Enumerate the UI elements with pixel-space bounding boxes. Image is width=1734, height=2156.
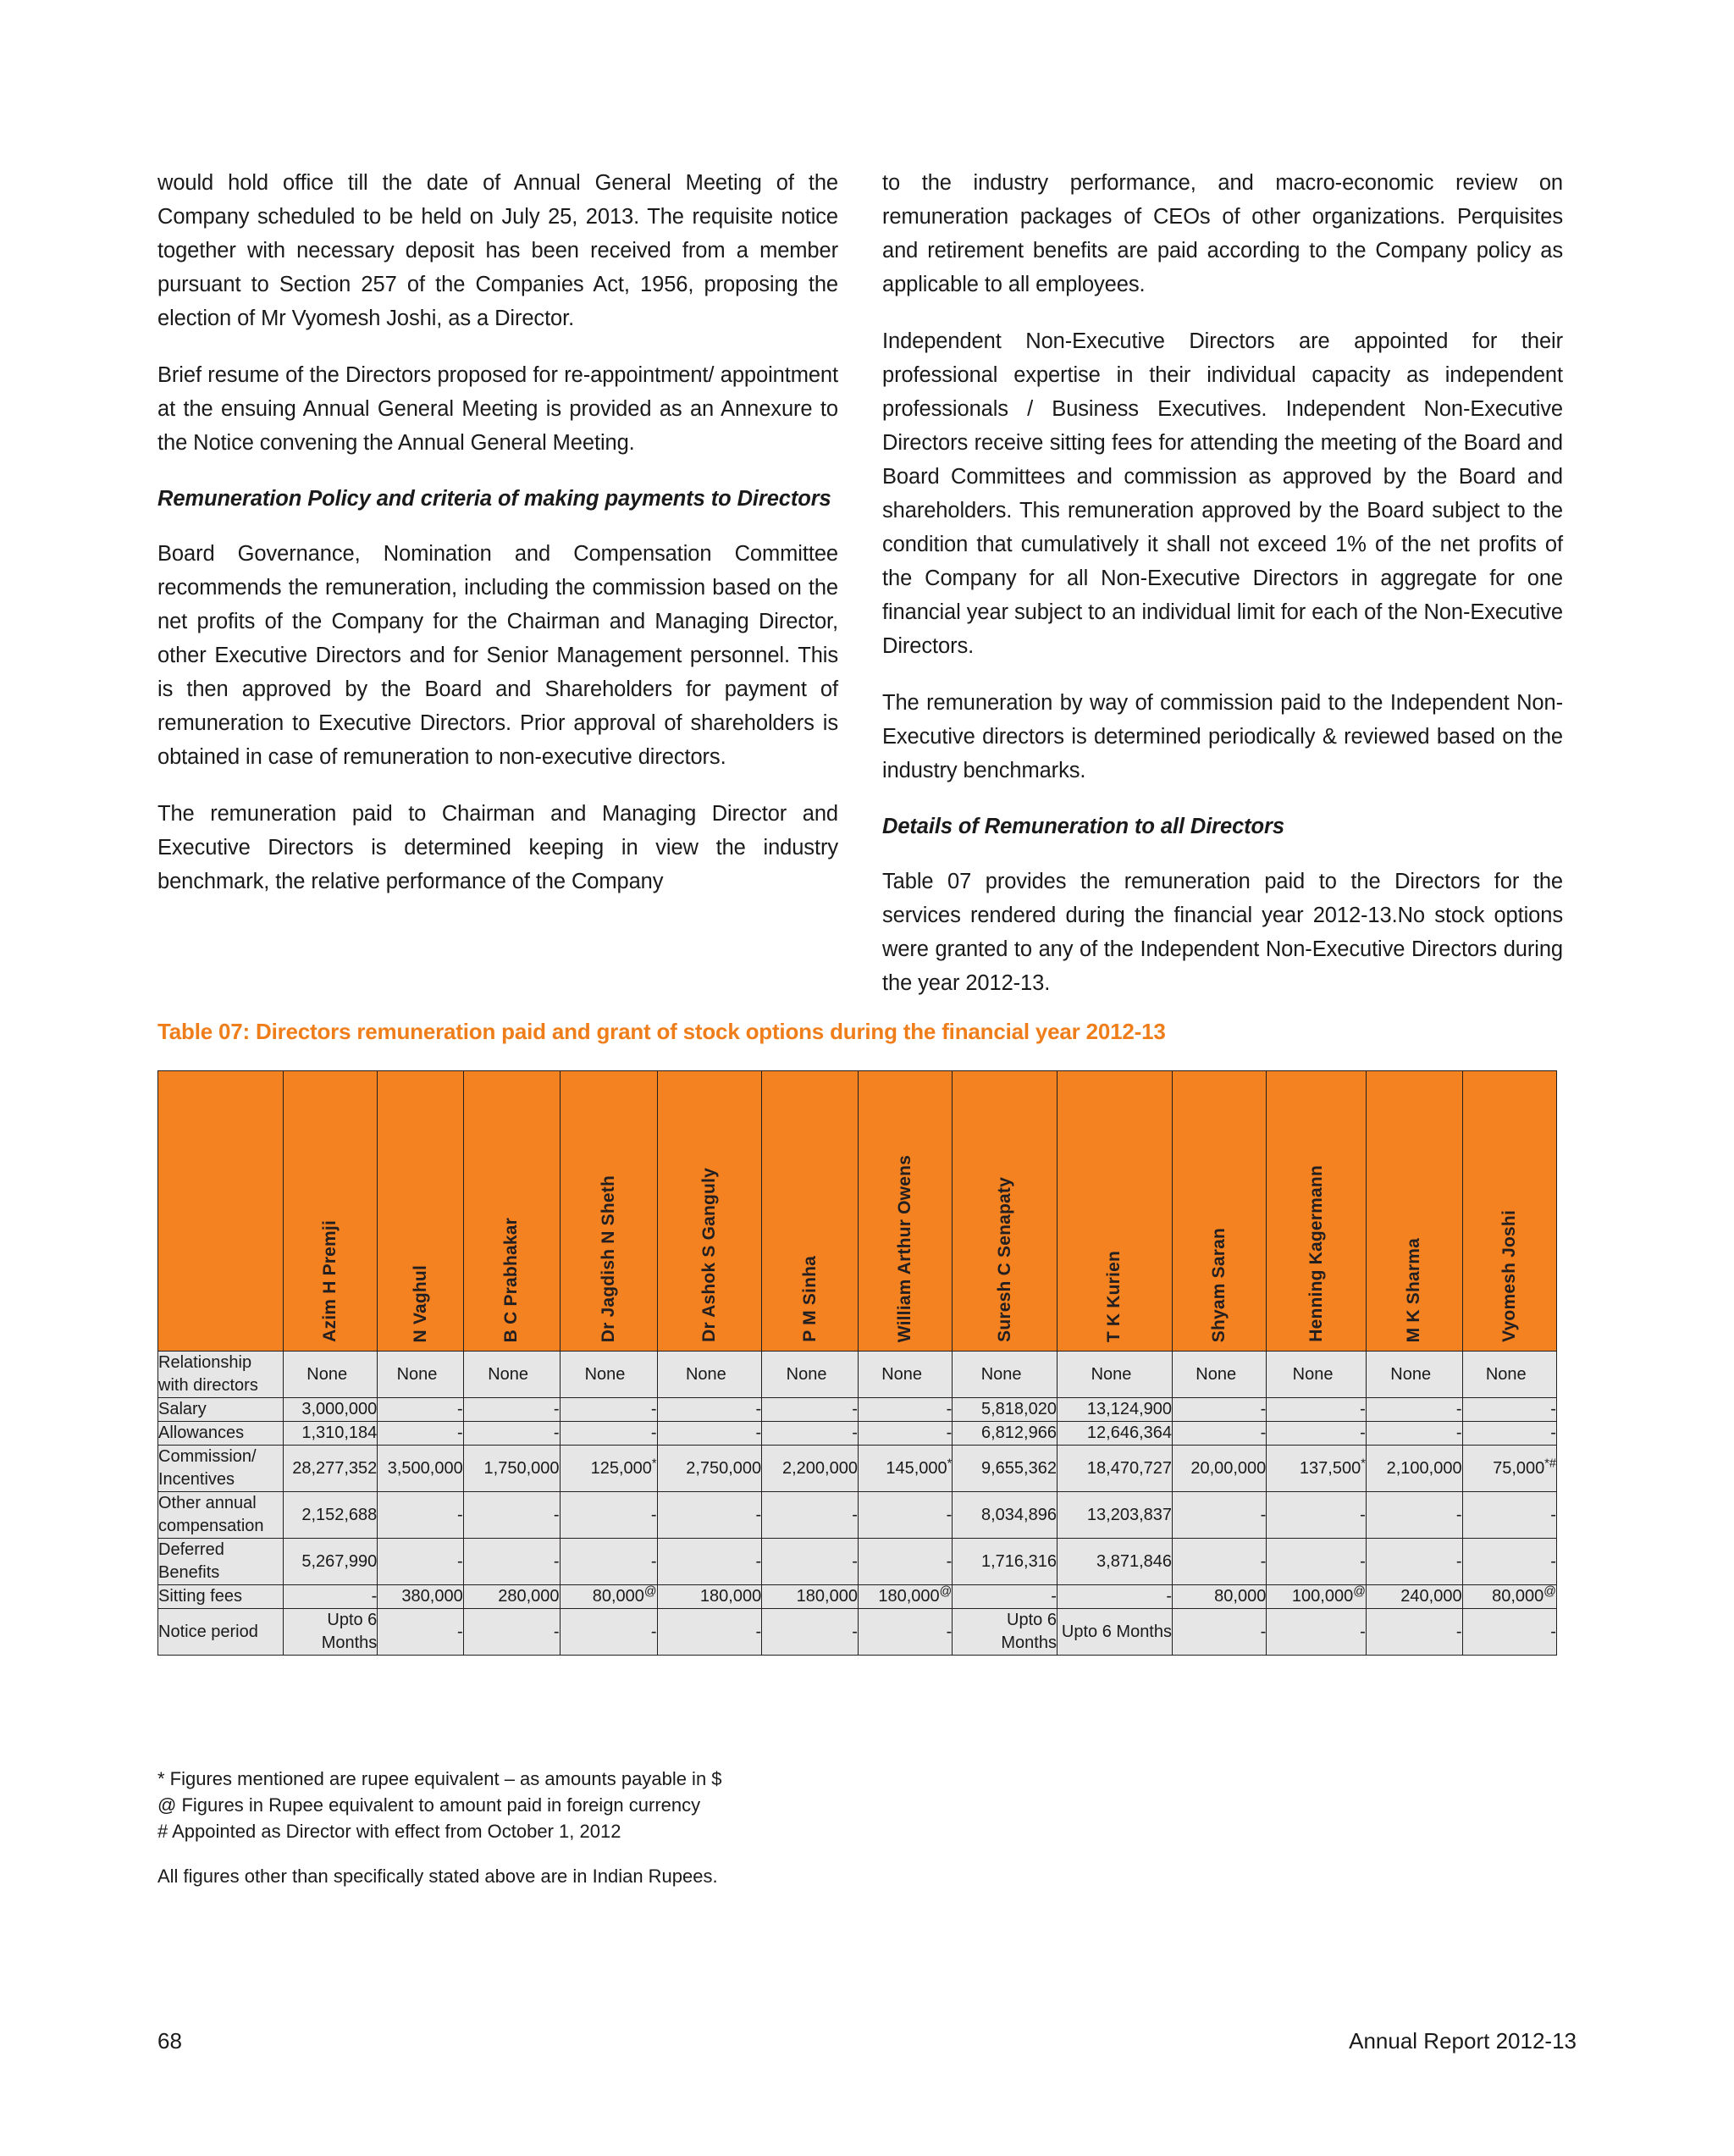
- table-row-label: Deferred Benefits: [158, 1539, 284, 1585]
- table-cell: -: [858, 1539, 952, 1585]
- table-cell: 2,750,000: [657, 1446, 762, 1492]
- table-cell: 5,818,020: [953, 1398, 1058, 1422]
- table-cell: 3,500,000: [378, 1446, 463, 1492]
- table-row: [158, 1398, 1557, 1422]
- footnote-marker: @: [1543, 1584, 1556, 1599]
- table-cell: 28,277,352: [284, 1446, 378, 1492]
- table-cell: -: [1267, 1492, 1367, 1539]
- table-cell: 180,000: [762, 1585, 859, 1609]
- table-cell: None: [1267, 1352, 1367, 1398]
- table-cell: None: [1462, 1352, 1556, 1398]
- table-row-label: Allowances: [158, 1422, 284, 1446]
- table-cell: -: [1173, 1422, 1267, 1446]
- table-cell: -: [1366, 1609, 1462, 1656]
- column-header-label: N Vaghul: [410, 1264, 430, 1342]
- table-cell: 1,716,316: [953, 1539, 1058, 1585]
- table-column-header: [284, 1071, 378, 1352]
- table-cell: -: [378, 1492, 463, 1539]
- table-row-label: Relationship with directors: [158, 1352, 284, 1398]
- table-cell: 3,000,000: [284, 1398, 378, 1422]
- table-cell: 80,000@: [1462, 1585, 1556, 1609]
- table-column-header: [1462, 1071, 1556, 1352]
- table-column-header: [378, 1071, 463, 1352]
- table-cell: -: [284, 1585, 378, 1609]
- table-column-header: [657, 1071, 762, 1352]
- column-header-label: Dr Ashok S Ganguly: [699, 1168, 719, 1342]
- table-cell: -: [463, 1492, 560, 1539]
- column-header-label: P M Sinha: [799, 1256, 820, 1342]
- table-cell: -: [560, 1609, 657, 1656]
- column-header-label: Suresh C Senapaty: [994, 1177, 1014, 1342]
- paragraph: would hold office till the date of Annual General Meeting of the Company scheduled to be held on July 25, 2013. The requisite notice together with necessary deposit has been received from a member pursuant to Section 257 of the Companies Act, 1956, proposing the election of Mr Vyomesh Joshi, as a Director.: [157, 171, 838, 330]
- table-cell: 13,124,900: [1057, 1398, 1172, 1422]
- table-cell: 125,000*: [560, 1446, 657, 1492]
- table-cell: -: [378, 1609, 463, 1656]
- table-column-header: [858, 1071, 952, 1352]
- table-cell: -: [1462, 1492, 1556, 1539]
- column-header-label: Shyam Saran: [1209, 1227, 1229, 1342]
- table-cell: 1,310,184: [284, 1422, 378, 1446]
- table-row: [158, 1609, 1557, 1656]
- table-cell: 8,034,896: [953, 1492, 1058, 1539]
- column-header-label: Dr Jagdish N Sheth: [598, 1175, 618, 1342]
- table-cell: 1,750,000: [463, 1446, 560, 1492]
- table-cell: -: [1366, 1492, 1462, 1539]
- column-header-label: B C Prabhakar: [501, 1217, 522, 1342]
- table-cell: None: [657, 1352, 762, 1398]
- table-cell: -: [560, 1422, 657, 1446]
- table-cell: -: [378, 1539, 463, 1585]
- table-cell: None: [378, 1352, 463, 1398]
- table-cell: 80,000@: [560, 1585, 657, 1609]
- table-row-label: Salary: [158, 1398, 284, 1422]
- table-cell: -: [560, 1539, 657, 1585]
- table-column-header: [463, 1071, 560, 1352]
- table-header-row: [158, 1071, 1557, 1352]
- table-column-header: [1267, 1071, 1367, 1352]
- table-cell: -: [953, 1585, 1058, 1609]
- table-row-label: Commission/ Incentives: [158, 1446, 284, 1492]
- section-heading-remuneration-policy: Remuneration Policy and criteria of making payments to Directors: [157, 487, 831, 511]
- footnote-marker: *: [1361, 1456, 1366, 1470]
- column-header-label: Vyomesh Joshi: [1499, 1210, 1519, 1342]
- table-cell: 9,655,362: [953, 1446, 1058, 1492]
- table-cell: 75,000*#: [1462, 1446, 1556, 1492]
- table-cell: -: [1462, 1398, 1556, 1422]
- table-cell: 180,000: [657, 1585, 762, 1609]
- table-cell: None: [284, 1352, 378, 1398]
- table-cell: None: [858, 1352, 952, 1398]
- table-cell: -: [762, 1539, 859, 1585]
- paragraph: Brief resume of the Directors proposed for re-appointment/ appointment at the ensuing Annual General Meeting is provided as an Annexure to the Notice convening the Annual General Meeting.: [157, 363, 838, 455]
- table-cell: -: [378, 1398, 463, 1422]
- footnote-at: @ Figures in Rupee equivalent to amount paid in foreign currency: [157, 1794, 701, 1816]
- table-cell: -: [1462, 1609, 1556, 1656]
- table-cell: -: [1173, 1492, 1267, 1539]
- remuneration-table: [157, 1070, 1557, 1656]
- table-cell: 20,00,000: [1173, 1446, 1267, 1492]
- table-cell: 180,000@: [858, 1585, 952, 1609]
- table-cell: 2,152,688: [284, 1492, 378, 1539]
- table-column-header: [560, 1071, 657, 1352]
- table-row-label: Notice period: [158, 1609, 284, 1656]
- table-cell: 12,646,364: [1057, 1422, 1172, 1446]
- table-cell: 137,500*: [1267, 1446, 1367, 1492]
- table-cell: -: [378, 1422, 463, 1446]
- footnote-asterisk: * Figures mentioned are rupee equivalent – as amounts payable in $: [157, 1768, 722, 1789]
- table-cell: 80,000: [1173, 1585, 1267, 1609]
- paragraph: Board Governance, Nomination and Compensation Committee recommends the remuneration, including the commission based on the net profits of the Company for the Chairman and Managing Director, other Executive Directors and for Senior Management personnel. This is then approved by the Board and Shareholders for payment of remuneration to Executive Directors. Prior approval of shareholders is obtained in case of remuneration to non-executive directors.: [157, 542, 838, 769]
- table-cell: 145,000*: [858, 1446, 952, 1492]
- table-cell: None: [1057, 1352, 1172, 1398]
- table-cell: 240,000: [1366, 1585, 1462, 1609]
- table-row: [158, 1446, 1557, 1492]
- remuneration-table-wrapper: [157, 1070, 1556, 1656]
- table-cell: None: [1173, 1352, 1267, 1398]
- table-cell: -: [1173, 1609, 1267, 1656]
- table-cell: -: [858, 1398, 952, 1422]
- table-cell: -: [1462, 1422, 1556, 1446]
- table-row: [158, 1492, 1557, 1539]
- right-column: [882, 166, 1563, 1000]
- footer-page-number: 68: [157, 2028, 182, 2054]
- table-cell: 13,203,837: [1057, 1492, 1172, 1539]
- table-cell: -: [657, 1398, 762, 1422]
- table-cell: 380,000: [378, 1585, 463, 1609]
- table-row: [158, 1585, 1557, 1609]
- table-column-header: [1173, 1071, 1267, 1352]
- table-cell: None: [560, 1352, 657, 1398]
- table-cell: -: [1057, 1585, 1172, 1609]
- table-head: [158, 1071, 1557, 1352]
- table-corner-header: [158, 1071, 284, 1352]
- footnote-marker: *#: [1544, 1456, 1556, 1470]
- paragraph: Independent Non-Executive Directors are appointed for their professional expertise in their individual capacity as independent professionals / Business Executives. Independent Non-Executive Directors receive sitting fees for attending the meeting of the Board and Board Committees and commission as approved by the Board and shareholders. This remuneration approved by the Board subject to the condition that cumulatively it shall not exceed 1% of the net profits of the Company for all Non-Executive Directors in aggregate for one financial year subject to an individual limit for each of the Non-Executive Directors.: [882, 329, 1563, 658]
- table-footnotes: [157, 1766, 1089, 1889]
- table-cell: -: [858, 1422, 952, 1446]
- table-cell: -: [463, 1422, 560, 1446]
- table-cell: None: [1366, 1352, 1462, 1398]
- table-column-header: [1366, 1071, 1462, 1352]
- left-column: [157, 166, 838, 1000]
- column-header-label: William Arthur Owens: [895, 1154, 915, 1342]
- table-row: [158, 1352, 1557, 1398]
- column-header-label: T K Kurien: [1104, 1250, 1124, 1342]
- table-cell: -: [463, 1398, 560, 1422]
- table-cell: -: [1267, 1422, 1367, 1446]
- table-row-label: Sitting fees: [158, 1585, 284, 1609]
- column-header-label: M K Sharma: [1404, 1237, 1424, 1342]
- table-cell: 280,000: [463, 1585, 560, 1609]
- table-cell: -: [1366, 1398, 1462, 1422]
- paragraph: to the industry performance, and macro-economic review on remuneration packages of CEOs of other organizations. Perquisites and retirement benefits are paid according to the Company policy as applicable to all employees.: [882, 171, 1563, 296]
- table-cell: -: [1366, 1422, 1462, 1446]
- table-cell: 2,200,000: [762, 1446, 859, 1492]
- footnote-marker: @: [1353, 1584, 1366, 1599]
- table-cell: 100,000@: [1267, 1585, 1367, 1609]
- table-cell: 6,812,966: [953, 1422, 1058, 1446]
- table-cell: None: [762, 1352, 859, 1398]
- table-cell: 5,267,990: [284, 1539, 378, 1585]
- table-cell: -: [762, 1609, 859, 1656]
- table-cell: -: [762, 1398, 859, 1422]
- table-cell: -: [560, 1492, 657, 1539]
- table-cell: -: [560, 1398, 657, 1422]
- table-cell: -: [1267, 1609, 1367, 1656]
- footer-report-label: Annual Report 2012-13: [1349, 2028, 1577, 2054]
- table-cell: 18,470,727: [1057, 1446, 1172, 1492]
- table-cell: 3,871,846: [1057, 1539, 1172, 1585]
- table-row-label: Other annual compensation: [158, 1492, 284, 1539]
- table-cell: 2,100,000: [1366, 1446, 1462, 1492]
- table-cell: -: [858, 1609, 952, 1656]
- footnote-currency-note: All figures other than specifically stated above are in Indian Rupees.: [157, 1866, 718, 1887]
- table-cell: -: [657, 1492, 762, 1539]
- table-cell: -: [657, 1609, 762, 1656]
- table-cell: -: [657, 1539, 762, 1585]
- column-header-label: Azim H Premji: [320, 1220, 340, 1342]
- table-cell: -: [1366, 1539, 1462, 1585]
- footnote-hash: # Appointed as Director with effect from October 1, 2012: [157, 1821, 621, 1842]
- table-cell: -: [657, 1422, 762, 1446]
- table-row: [158, 1539, 1557, 1585]
- table-cell: None: [953, 1352, 1058, 1398]
- section-heading-details-of-remuneration: Details of Remuneration to all Directors: [882, 815, 1284, 838]
- paragraph: The remuneration paid to Chairman and Managing Director and Executive Directors is determined keeping in view the industry benchmark, the relative performance of the Company: [157, 802, 838, 893]
- table-column-header: [762, 1071, 859, 1352]
- paragraph: The remuneration by way of commission paid to the Independent Non-Executive directors is determined periodically & reviewed based on the industry benchmarks.: [882, 691, 1563, 782]
- table-cell: -: [463, 1609, 560, 1656]
- table-cell: Upto 6 Months: [284, 1609, 378, 1656]
- paragraph: Table 07 provides the remuneration paid to the Directors for the services rendered during the financial year 2012-13.No stock options were granted to any of the Independent Non-Executive Directors during the year 2012-13.: [882, 870, 1563, 995]
- table-cell: -: [858, 1492, 952, 1539]
- table-cell: -: [1173, 1398, 1267, 1422]
- table-cell: -: [762, 1422, 859, 1446]
- footnote-marker: @: [643, 1584, 657, 1599]
- table-cell: Upto 6 Months: [1057, 1609, 1172, 1656]
- table-caption: Table 07: Directors remuneration paid and grant of stock options during the financial year 2012-13: [157, 1019, 1166, 1044]
- table-column-header: [953, 1071, 1058, 1352]
- body-columns: [157, 166, 1563, 1000]
- table-cell: Upto 6 Months: [953, 1609, 1058, 1656]
- table-cell: None: [463, 1352, 560, 1398]
- table-cell: -: [1173, 1539, 1267, 1585]
- table-column-header: [1057, 1071, 1172, 1352]
- column-header-label: Henning Kagermann: [1306, 1165, 1326, 1342]
- table-cell: -: [463, 1539, 560, 1585]
- table-body: [158, 1352, 1557, 1656]
- table-row: [158, 1422, 1557, 1446]
- table-cell: -: [1462, 1539, 1556, 1585]
- table-cell: -: [1267, 1398, 1367, 1422]
- table-cell: -: [762, 1492, 859, 1539]
- footnote-marker: @: [939, 1584, 953, 1599]
- table-cell: -: [1267, 1539, 1367, 1585]
- footnote-marker: *: [947, 1456, 953, 1470]
- footnote-marker: *: [651, 1456, 657, 1470]
